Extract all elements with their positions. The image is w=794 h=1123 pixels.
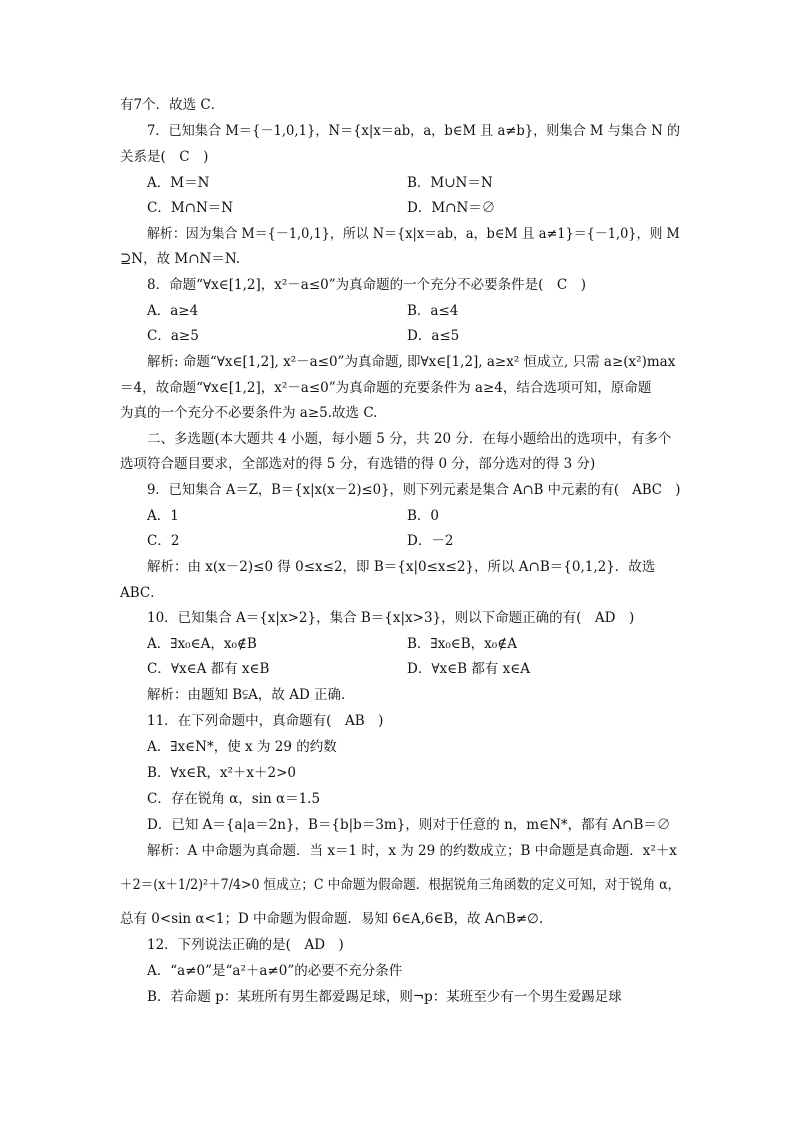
q7-solution: 解析：因为集合 M＝{－1,0,1}，所以 N＝{x|x＝ab，a，b∈M 且 a≠1}＝{－1,0}，则 M [147, 226, 680, 242]
q12-option-a: A．“a≠0”是“a²＋a≠0”的必要不充分条件 [147, 963, 403, 979]
q11-solution: 解析：A 中命题为真命题．当 x＝1 时，x 为 29 的约数成立；B 中命题是真命题．x²＋x [147, 843, 677, 859]
q10-solution: 解析：由题知 B⫋A，故 AD 正确． [147, 687, 355, 703]
q11-option-d: D．已知 A＝{a|a＝2n}，B＝{b|b＝3m}，则对于任意的 n，m∈N*，都有 A∩B＝∅ [147, 817, 671, 833]
q11-option-b: B．∀x∈R，x²＋x＋2>0 [147, 765, 296, 781]
q10-option-d: D．∀x∈B 都有 x∈A [407, 661, 530, 677]
section-heading: 二、多选题(本大题共 4 小题，每小题 5 分，共 20 分．在每小题给出的选项中，有多个 [147, 431, 672, 447]
question-8-stem: 8．命题“∀x∈[1,2]，x²－a≤0”为真命题的一个充分不必要条件是( C ) [147, 277, 586, 293]
q11-option-c: C．存在锐角 α，sin α＝1.5 [147, 791, 321, 807]
q9-option-b: B．0 [407, 508, 440, 524]
question-9-stem: 9．已知集合 A＝Z，B＝{x|x(x－2)≤0}，则下列元素是集合 A∩B 中元素的有( ABC ) [147, 482, 681, 498]
q8-option-d: D．a≤5 [407, 328, 460, 344]
q7-option-c: C．M∩N＝N [147, 200, 234, 216]
q7-solution-cont: ⊇N，故 M∩N＝N. [120, 251, 241, 267]
q9-option-d: D．－2 [407, 533, 454, 549]
q8-option-b: B．a≤4 [407, 303, 459, 319]
q10-option-b: B．∃x₀∈B，x₀∉A [407, 636, 517, 652]
q9-option-a: A．1 [147, 508, 179, 524]
q8-option-c: C．a≥5 [147, 328, 199, 344]
q10-option-a: A．∃x₀∈A，x₀∉B [147, 636, 257, 652]
q8-option-a: A．a≥4 [147, 303, 199, 319]
q9-solution-cont: ABC． [120, 585, 164, 601]
q9-solution: 解析：由 x(x－2)≤0 得 0≤x≤2，即 B＝{x|0≤x≤2}，所以 A∩B＝{0,1,2}．故选 [147, 559, 656, 575]
q11-option-a: A．∃x∈N*，使 x 为 29 的约数 [147, 739, 337, 755]
q8-solution: 解析: 命题“∀x∈[1,2], x²－a≤0”为真命题, 即∀x∈[1,2], a≥x² 恒成立, 只需 a≥(x²)max [147, 354, 676, 370]
q9-option-c: C．2 [147, 533, 180, 549]
q8-solution-cont2: 为真的一个充分不必要条件为 a≥5.故选 C. [120, 405, 378, 421]
q10-option-c: C．∀x∈A 都有 x∈B [147, 661, 270, 677]
q11-solution-cont2: 总有 0<sin α<1；D 中命题为假命题．易知 6∈A,6∈B，故 A∩B≠∅. [120, 911, 544, 927]
q7-option-b: B．M∪N＝N [407, 175, 493, 191]
question-12-stem: 12．下列说法正确的是( AD ) [147, 937, 344, 953]
q7-option-d: D．M∩N＝∅ [407, 200, 496, 216]
question-10-stem: 10．已知集合 A＝{x|x>2}，集合 B＝{x|x>3}，则以下命题正确的有( AD ) [147, 610, 635, 626]
q8-solution-cont: ＝4，故命题“∀x∈[1,2]，x²－a≤0”为真命题的充要条件为 a≥4，结合选项可知，原命题 [120, 380, 652, 396]
text-line: 有7个．故选 C． [120, 97, 225, 113]
question-7-stem: 7．已知集合 M＝{－1,0,1}，N＝{x|x＝ab，a，b∈M 且 a≠b}，则集合 M 与集合 N 的 [147, 123, 681, 139]
section-heading-cont: 选项符合题目要求，全部选对的得 5 分，有选错的得 0 分，部分选对的得 3 分) [120, 456, 596, 472]
q11-solution-cont: ＋2＝(x＋1/2)²＋7/4>0 恒成立；C 中命题为假命题．根据锐角三角函数的定义可知，对于锐角 α， [120, 877, 681, 893]
question-11-stem: 11．在下列命题中，真命题有( AB ) [147, 713, 384, 729]
q7-option-a: A．M＝N [147, 175, 210, 191]
question-7-stem-cont: 关系是( C ) [120, 149, 209, 165]
q12-option-b: B．若命题 p：某班所有男生都爱踢足球，则¬p：某班至少有一个男生爱踢足球 [147, 989, 622, 1005]
